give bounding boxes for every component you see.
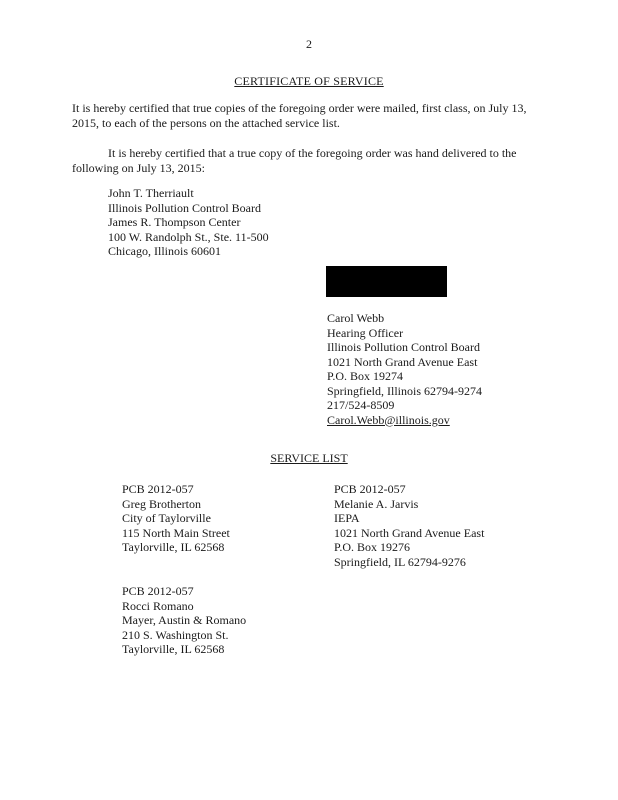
address-line: John T. Therriault bbox=[108, 186, 194, 200]
address-line: 100 W. Randolph St., Ste. 11-500 bbox=[108, 229, 269, 244]
entry-line: Rocci Romano bbox=[122, 598, 194, 613]
signature-line: Illinois Pollution Control Board bbox=[327, 340, 481, 354]
signature-line: 217/524-8509 bbox=[327, 398, 395, 412]
paragraph-line: It is hereby certified that a true copy of the foregoing order was hand delivered to the bbox=[108, 146, 517, 160]
entry-line: PCB 2012-057 bbox=[334, 482, 406, 496]
signature-line: Hearing Officer bbox=[327, 325, 404, 340]
signature-line: 1021 North Grand Avenue East bbox=[327, 354, 478, 369]
address-line: Illinois Pollution Control Board bbox=[108, 200, 262, 215]
mail-certification-paragraph bbox=[72, 101, 542, 130]
signature-line: P.O. Box 19274 bbox=[327, 369, 404, 383]
email-link[interactable]: Carol.Webb@illinois.gov bbox=[327, 412, 450, 427]
certificate-title: CERTIFICATE OF SERVICE bbox=[234, 74, 384, 88]
page-number: 2 bbox=[306, 37, 312, 51]
paragraph-line: 2015, to each of the persons on the attached service list. bbox=[72, 115, 340, 130]
address-line: Chicago, Illinois 60601 bbox=[108, 244, 221, 258]
signature-block bbox=[327, 311, 482, 427]
service-list-entry bbox=[122, 482, 230, 555]
entry-line: 1021 North Grand Avenue East bbox=[334, 525, 485, 540]
signature-line: Carol Webb bbox=[327, 311, 385, 325]
service-list-entry bbox=[334, 482, 484, 569]
address-line: James R. Thompson Center bbox=[108, 215, 241, 229]
entry-line: P.O. Box 19276 bbox=[334, 540, 411, 554]
entry-line: 210 S. Washington St. bbox=[122, 627, 229, 642]
entry-line: Taylorville, IL 62568 bbox=[122, 642, 225, 656]
hand-delivery-paragraph bbox=[72, 146, 542, 175]
service-list-entry bbox=[122, 584, 246, 657]
paragraph-line: It is hereby certified that true copies of the foregoing order were mailed, first class, on July 13, bbox=[72, 101, 527, 115]
entry-line: Greg Brotherton bbox=[122, 496, 201, 511]
entry-line: IEPA bbox=[334, 511, 360, 525]
entry-line: City of Taylorville bbox=[122, 511, 211, 525]
entry-line: PCB 2012-057 bbox=[122, 482, 194, 496]
entry-line: PCB 2012-057 bbox=[122, 584, 194, 598]
redacted-signature bbox=[326, 266, 447, 297]
entry-line: Springfield, IL 62794-9276 bbox=[334, 554, 466, 569]
signature-line: Springfield, Illinois 62794-9274 bbox=[327, 383, 482, 398]
service-list-title: SERVICE LIST bbox=[270, 451, 348, 465]
entry-line: 115 North Main Street bbox=[122, 525, 230, 540]
entry-line: Melanie A. Jarvis bbox=[334, 496, 419, 511]
recipient-address-block bbox=[108, 186, 269, 259]
paragraph-line: following on July 13, 2015: bbox=[72, 160, 206, 175]
entry-line: Taylorville, IL 62568 bbox=[122, 540, 225, 554]
entry-line: Mayer, Austin & Romano bbox=[122, 613, 247, 627]
